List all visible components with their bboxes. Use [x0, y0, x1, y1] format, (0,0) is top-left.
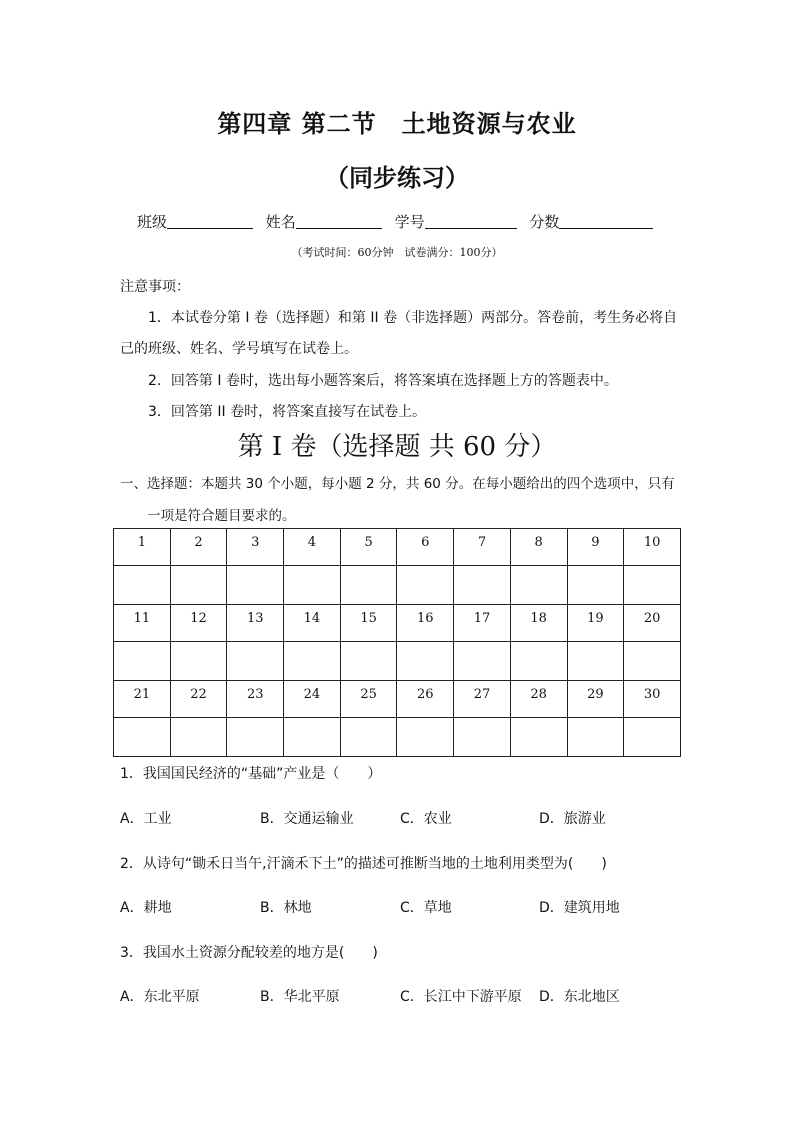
- name-blank[interactable]: [296, 214, 382, 229]
- note-item-1-line-1: 1．本试卷分第 I 卷（选择题）和第 II 卷（非选择题）两部分。答卷前，考生务必将自: [148, 310, 678, 326]
- grid-answer-cell[interactable]: [510, 642, 567, 681]
- grid-number-cell: 25: [340, 681, 397, 718]
- score-label: 分数: [529, 213, 560, 231]
- grid-answer-row: [114, 642, 681, 681]
- note-item-2: 2．回答第 I 卷时，选出每小题答案后，将答案填在选择题上方的答题表中。: [148, 373, 618, 389]
- question-3-option-b[interactable]: B．华北平原: [260, 989, 340, 1005]
- grid-number-cell: 4: [284, 529, 341, 566]
- note-item-1-line-2: 己的班级、姓名、学号填写在试卷上。: [120, 341, 358, 357]
- section-instruction-line-2: 一项是符合题目要求的。: [147, 508, 296, 524]
- question-1-option-b[interactable]: B．交通运输业: [260, 811, 354, 827]
- exam-time-note: （考试时间：60分钟 试卷满分：100分）: [291, 246, 503, 259]
- question-2-option-c[interactable]: C．草地: [400, 900, 452, 916]
- grid-answer-cell[interactable]: [567, 642, 624, 681]
- student-id-blank[interactable]: [425, 214, 517, 229]
- grid-number-row: [114, 529, 681, 566]
- grid-number-cell: 8: [510, 529, 567, 566]
- grid-number-row: [114, 605, 681, 642]
- grid-number-cell: 3: [227, 529, 284, 566]
- grid-answer-cell[interactable]: [114, 642, 171, 681]
- grid-answer-cell[interactable]: [510, 566, 567, 605]
- grid-answer-cell[interactable]: [284, 718, 341, 757]
- grid-answer-cell[interactable]: [227, 642, 284, 681]
- grid-answer-row: [114, 718, 681, 757]
- question-3-option-d[interactable]: D．东北地区: [539, 989, 620, 1005]
- question-2-stem: 2．从诗句“锄禾日当午,汗滴禾下土”的描述可推断当地的土地利用类型为( ): [120, 856, 607, 872]
- grid-answer-cell[interactable]: [227, 718, 284, 757]
- class-label: 班级: [137, 213, 168, 231]
- grid-answer-cell[interactable]: [284, 566, 341, 605]
- grid-answer-cell[interactable]: [170, 566, 227, 605]
- grid-answer-cell[interactable]: [567, 718, 624, 757]
- grid-answer-cell[interactable]: [397, 642, 454, 681]
- grid-number-cell: 11: [114, 605, 171, 642]
- grid-answer-cell[interactable]: [227, 566, 284, 605]
- grid-number-cell: 17: [454, 605, 511, 642]
- grid-number-cell: 5: [340, 529, 397, 566]
- grid-answer-cell[interactable]: [624, 718, 681, 757]
- grid-answer-row: [114, 566, 681, 605]
- grid-number-cell: 30: [624, 681, 681, 718]
- grid-number-cell: 15: [340, 605, 397, 642]
- grid-answer-cell[interactable]: [284, 642, 341, 681]
- page-subtitle: （同步练习）: [325, 164, 469, 192]
- grid-number-cell: 9: [567, 529, 624, 566]
- grid-number-cell: 6: [397, 529, 454, 566]
- grid-answer-cell[interactable]: [114, 566, 171, 605]
- score-blank[interactable]: [559, 214, 653, 229]
- grid-answer-cell[interactable]: [454, 718, 511, 757]
- grid-number-cell: 7: [454, 529, 511, 566]
- grid-answer-cell[interactable]: [114, 718, 171, 757]
- grid-number-cell: 26: [397, 681, 454, 718]
- class-blank[interactable]: [167, 214, 253, 229]
- grid-number-cell: 13: [227, 605, 284, 642]
- student-info-line: [137, 211, 661, 232]
- name-label: 姓名: [265, 213, 296, 231]
- section-title: 第 I 卷（选择题 共 60 分）: [237, 432, 557, 462]
- section-instruction-line-1: 一、选择题：本题共 30 个小题，每小题 2 分，共 60 分。在每小题给出的四个选项中，只有: [120, 476, 675, 492]
- grid-number-cell: 20: [624, 605, 681, 642]
- page-title: 第四章 第二节 土地资源与农业: [217, 110, 577, 138]
- grid-number-cell: 21: [114, 681, 171, 718]
- grid-number-cell: 29: [567, 681, 624, 718]
- question-3-option-a[interactable]: A．东北平原: [120, 989, 200, 1005]
- notes-heading: 注意事项：: [120, 279, 190, 295]
- grid-number-cell: 1: [114, 529, 171, 566]
- grid-answer-cell[interactable]: [624, 566, 681, 605]
- grid-answer-cell[interactable]: [454, 642, 511, 681]
- question-1-option-a[interactable]: A．工业: [120, 811, 172, 827]
- question-2-option-a[interactable]: A．耕地: [120, 900, 172, 916]
- grid-number-cell: 22: [170, 681, 227, 718]
- grid-answer-cell[interactable]: [397, 718, 454, 757]
- grid-number-cell: 18: [510, 605, 567, 642]
- question-1-option-d[interactable]: D．旅游业: [539, 811, 606, 827]
- grid-number-cell: 24: [284, 681, 341, 718]
- grid-number-cell: 19: [567, 605, 624, 642]
- grid-answer-cell[interactable]: [454, 566, 511, 605]
- question-3-stem: 3．我国水土资源分配较差的地方是( ): [120, 945, 378, 961]
- note-item-3: 3．回答第 II 卷时，将答案直接写在试卷上。: [148, 404, 427, 420]
- grid-number-cell: 12: [170, 605, 227, 642]
- grid-answer-cell[interactable]: [170, 718, 227, 757]
- question-1-option-c[interactable]: C．农业: [400, 811, 452, 827]
- grid-number-cell: 14: [284, 605, 341, 642]
- grid-number-cell: 16: [397, 605, 454, 642]
- grid-answer-cell[interactable]: [340, 718, 397, 757]
- question-2-option-d[interactable]: D．建筑用地: [539, 900, 620, 916]
- grid-answer-cell[interactable]: [340, 642, 397, 681]
- grid-answer-cell[interactable]: [397, 566, 454, 605]
- answer-grid: [113, 528, 681, 757]
- grid-number-row: [114, 681, 681, 718]
- grid-answer-cell[interactable]: [340, 566, 397, 605]
- student-id-label: 学号: [394, 213, 425, 231]
- question-1-stem: 1．我国国民经济的“基础”产业是（ ）: [120, 766, 382, 782]
- grid-answer-cell[interactable]: [170, 642, 227, 681]
- grid-answer-cell[interactable]: [567, 566, 624, 605]
- grid-answer-cell[interactable]: [624, 642, 681, 681]
- grid-number-cell: 28: [510, 681, 567, 718]
- grid-number-cell: 27: [454, 681, 511, 718]
- grid-number-cell: 2: [170, 529, 227, 566]
- grid-number-cell: 10: [624, 529, 681, 566]
- question-2-option-b[interactable]: B．林地: [260, 900, 312, 916]
- grid-answer-cell[interactable]: [510, 718, 567, 757]
- grid-number-cell: 23: [227, 681, 284, 718]
- question-3-option-c[interactable]: C．长江中下游平原: [400, 989, 522, 1005]
